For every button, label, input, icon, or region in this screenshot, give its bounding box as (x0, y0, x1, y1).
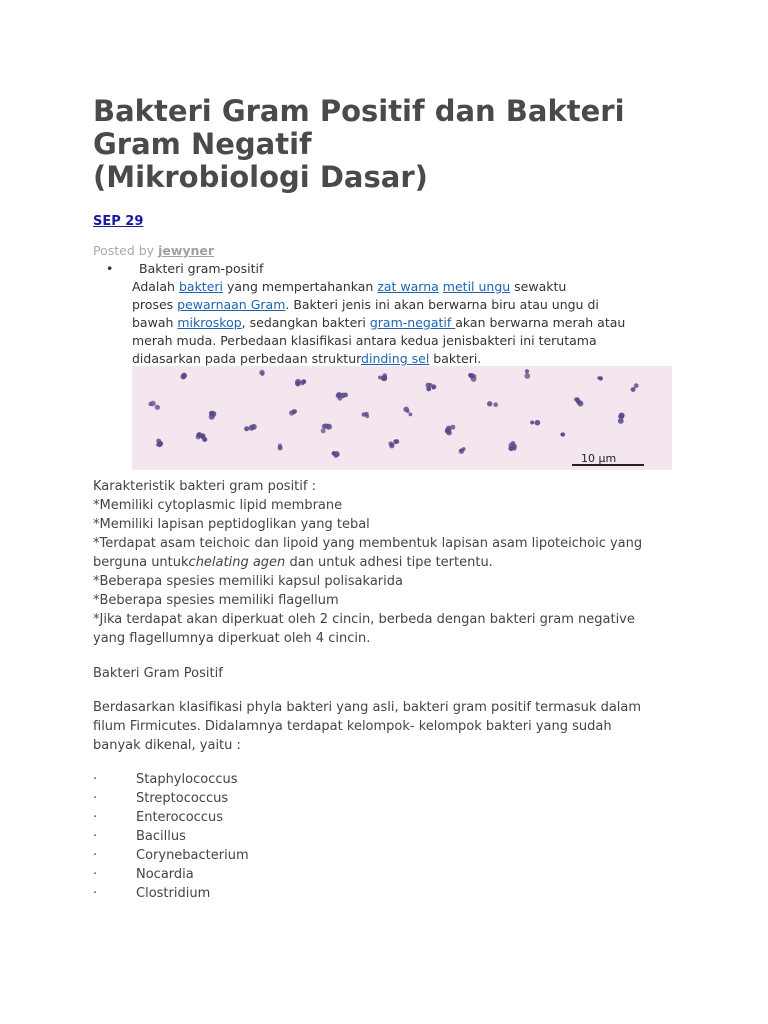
coccus-cell (431, 385, 435, 389)
title-line-2: Gram Negatif (93, 127, 312, 161)
scale-bar-label: 10 µm (581, 452, 617, 465)
coccus-cell (493, 402, 498, 407)
coccus-cell (278, 446, 283, 451)
list-bullet: · (93, 886, 98, 901)
coccus-cell (597, 376, 601, 380)
genus-name: Enterococcus (136, 810, 223, 825)
coccus-cell (511, 441, 516, 446)
text-run: bawah (132, 315, 178, 330)
coccus-cell (155, 405, 160, 410)
coccus-cell (343, 393, 348, 398)
text-run: berguna untuk (93, 555, 189, 570)
gram-stain-micrograph (132, 366, 672, 470)
coccus-cell (300, 381, 305, 386)
link-pewarnaan-gram[interactable]: pewarnaan Gram (177, 297, 286, 312)
intro-line-3 (132, 314, 672, 332)
coccus-cell (158, 441, 163, 446)
coccus-cell (181, 374, 187, 380)
characteristic-item: *Beberapa spesies memiliki flagellum (93, 593, 339, 608)
coccus-cell (530, 421, 534, 425)
coccus-cell (561, 432, 565, 436)
coccus-cell (468, 373, 472, 377)
coccus-cell (200, 433, 205, 438)
coccus-cell (459, 448, 465, 454)
genus-name: Staphylococcus (136, 772, 238, 787)
coccus-cell (326, 424, 332, 430)
text-run: proses (132, 297, 178, 312)
link-gram-negatif[interactable]: gram-negatif (369, 315, 456, 330)
coccus-cell (487, 401, 492, 406)
coccus-cell (620, 415, 624, 419)
title-line-1: Bakteri Gram Positif dan Bakteri (93, 94, 625, 128)
genus-name: Corynebacterium (136, 848, 249, 863)
chelating-agen-emphasis: chelating agen (188, 555, 286, 570)
genus-name: Streptococcus (136, 791, 229, 806)
coccus-cell (577, 401, 583, 407)
intro-line-1 (132, 278, 672, 296)
micrograph-image (132, 366, 672, 470)
list-bullet: · (93, 791, 98, 806)
coccus-cell (393, 439, 398, 444)
coccus-cell (473, 374, 477, 378)
characteristic-item: *Jika terdapat akan diperkuat oleh 2 cincin, berbeda dengan bakteri gram negative (93, 612, 635, 627)
coccus-cell (296, 382, 300, 386)
coccus-cell (634, 383, 639, 388)
genus-name: Nocardia (136, 867, 194, 882)
coccus-cell (289, 410, 294, 415)
coccus-cell (321, 428, 326, 433)
section-paragraph (93, 698, 683, 755)
coccus-cell (148, 402, 152, 406)
coccus-cell (618, 418, 624, 424)
characteristic-item: *Memiliki lapisan peptidoglikan yang tebal (93, 517, 370, 532)
coccus-cell (362, 412, 367, 417)
list-bullet: · (93, 848, 98, 863)
coccus-cell (409, 413, 413, 417)
coccus-cell (406, 410, 410, 414)
coccus-cell (209, 414, 215, 420)
text-run: yang mempertahankan (223, 279, 378, 294)
coccus-cell (244, 426, 249, 431)
coccus-cell (388, 441, 392, 445)
list-bullet: · (93, 810, 98, 825)
coccus-cell (334, 453, 339, 458)
text-run: sewaktu (510, 279, 567, 294)
section-line-3: banyak dikenal, yaitu : (93, 738, 241, 753)
intro-line-4: merah muda. Perbedaan klasifikasi antara kedua jenisbakteri ini terutama (132, 333, 597, 348)
posted-by-label: Posted by (93, 243, 155, 258)
list-bullet: · (93, 829, 98, 844)
characteristic-item: *Memiliki cytoplasmic lipid membrane (93, 498, 343, 513)
coccus-cell (446, 430, 452, 436)
characteristic-item (93, 553, 683, 572)
coccus-cell (381, 375, 387, 381)
intro-paragraph (132, 278, 672, 368)
coccus-cell (251, 424, 257, 430)
characteristic-item: *Terdapat asam teichoic dan lipoid yang membentuk lapisan asam lipoteichoic yang (93, 536, 643, 551)
author-link[interactable]: jewyner (158, 243, 215, 258)
text-run: Adalah (132, 279, 179, 294)
link-bakteri[interactable]: bakteri (178, 279, 224, 294)
list-bullet: · (93, 772, 98, 787)
characteristics-list (93, 477, 683, 648)
text-run: dan untuk adhesi tipe tertentu. (285, 555, 493, 570)
intro-heading: Bakteri gram-positif (139, 261, 264, 276)
genus-name: Clostridium (136, 886, 211, 901)
intro-line-2 (132, 296, 672, 314)
coccus-cell (336, 393, 341, 398)
link-metil-ungu[interactable]: metil ungu (442, 279, 511, 294)
post-date-link[interactable]: SEP 29 (93, 214, 144, 229)
characteristic-item: *Beberapa spesies memiliki kapsul polisakarida (93, 574, 403, 589)
title-line-3: (Mikrobiologi Dasar) (93, 160, 428, 194)
coccus-cell (535, 420, 541, 426)
section-line-2: filum Firmicutes. Didalamnya terdapat kelompok- kelompok bakteri yang sudah (93, 719, 612, 734)
text-run: didasarkan pada perbedaan struktur (132, 351, 362, 366)
post-byline (93, 243, 214, 258)
link-mikroskop[interactable]: mikroskop (177, 315, 242, 330)
link-zat-warna[interactable]: zat warna (377, 279, 439, 294)
coccus-cell (524, 373, 530, 379)
list-bullet: · (93, 867, 98, 882)
section-heading: Bakteri Gram Positif (93, 666, 223, 681)
text-run: bakteri. (429, 351, 482, 366)
coccus-cell (196, 434, 201, 439)
page-title (93, 95, 713, 194)
coccus-cell (631, 387, 636, 392)
text-run: , sedangkan bakteri (241, 315, 370, 330)
coccus-cell (525, 369, 529, 373)
bullet-glyph: • (106, 261, 114, 276)
section-line-1: Berdasarkan klasifikasi phyla bakteri yang asli, bakteri gram positif termasuk dalam (93, 700, 642, 715)
characteristic-item: yang flagellumnya diperkuat oleh 4 cincin. (93, 631, 371, 646)
coccus-cell (426, 387, 431, 392)
text-run: akan berwarna merah atau (455, 315, 626, 330)
characteristics-heading: Karakteristik bakteri gram positif : (93, 479, 316, 494)
coccus-cell (574, 398, 578, 402)
link-dinding-sel[interactable]: dinding sel (361, 351, 430, 366)
text-run: . Bakteri jenis ini akan berwarna biru atau ungu di (285, 297, 599, 312)
genus-name: Bacillus (136, 829, 186, 844)
coccus-cell (261, 372, 265, 376)
